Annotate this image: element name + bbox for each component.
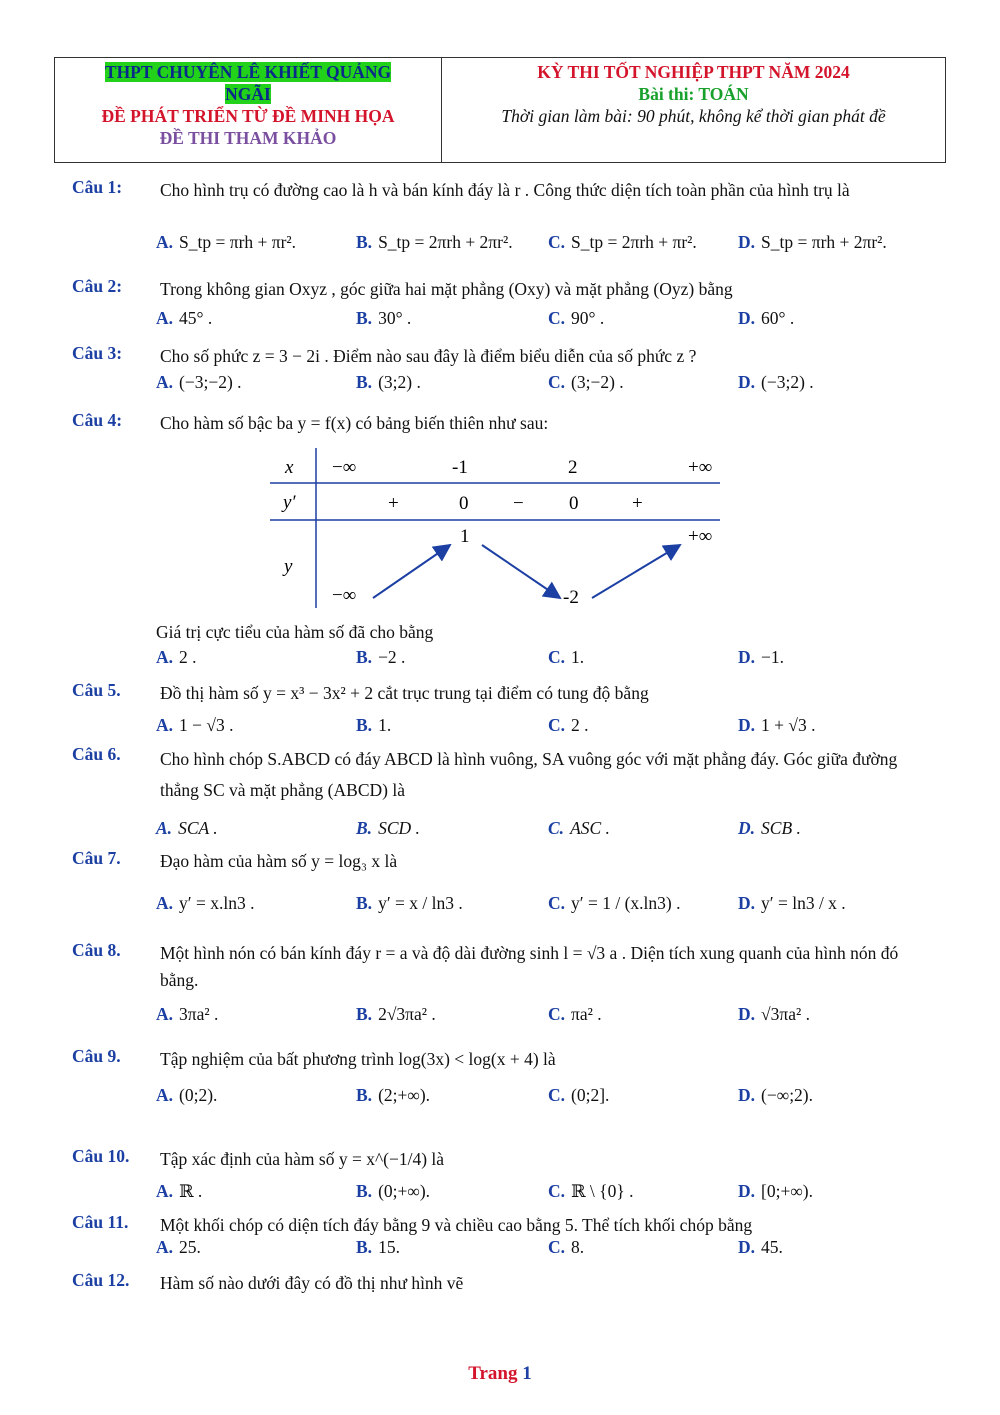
option-b[interactable]: B. (0;+∞). [356,1181,431,1201]
option-c[interactable]: C. (0;2]. [548,1085,610,1105]
option-a[interactable]: A. (0;2). [156,1085,218,1105]
school-name: THPT CHUYÊN LÊ KHIẾT QUẢNG [104,62,392,82]
page-word: Trang [468,1363,518,1384]
options-q5 [156,715,936,741]
option-c[interactable]: C. 2 . [548,715,589,735]
option-a[interactable]: A. (−3;−2) . [156,372,242,392]
option-b[interactable]: B. S_tp = 2πrh + 2πr². [356,232,513,252]
option-c[interactable]: C. (3;−2) . [548,372,624,392]
option-c[interactable]: C. πa² . [548,1004,602,1024]
bbt-y-1: 1 [460,526,470,547]
options-q9 [156,1085,936,1111]
bbt-yprime-label: y′ [283,492,296,513]
option-a[interactable]: A. 45° . [156,308,213,328]
exam-subject: Bài thi: TOÁN [638,84,749,104]
option-d[interactable]: D. SCB . [738,818,801,838]
option-d[interactable]: D. (−3;2) . [738,372,814,392]
option-a[interactable]: A. 25. [156,1237,201,1257]
question-label: Câu 8. [72,940,121,960]
bbt-y-2: -2 [563,587,579,608]
question-text: Một khối chóp có diện tích đáy bằng 9 và chiều cao bằng 5. Thể tích khối chóp bằng [160,1215,753,1235]
bbt-sign-3: 0 [569,493,579,514]
option-c[interactable]: C. 1. [548,647,585,667]
bbt-sign-0: + [388,493,399,514]
bbt-x-label: x [285,457,294,478]
option-d[interactable]: D. √3πa² . [738,1004,810,1024]
exam-info-block [442,58,945,162]
option-d[interactable]: D. −1. [738,647,785,667]
question-text: Cho hình trụ có đường cao là h và bán kính đáy là r . Công thức diện tích toàn phần của hình trụ là [160,180,850,200]
options-q3 [156,372,936,398]
option-a[interactable]: A. ℝ . [156,1181,203,1201]
option-b[interactable]: B. 30° . [356,308,412,328]
page-number: 1 [522,1363,532,1384]
variation-table [270,448,730,613]
question-label: Câu 10. [72,1146,130,1166]
options-q4 [156,647,936,673]
options-q6 [156,818,936,844]
option-d[interactable]: D. 60° . [738,308,795,328]
option-a[interactable]: A. S_tp = πrh + πr². [156,232,297,252]
option-a[interactable]: A. 2 . [156,647,197,667]
exam-header [54,57,946,163]
bbt-sign-1: 0 [459,493,469,514]
question-text: Cho hàm số bậc ba y = f(x) có bảng biến thiên như sau: [160,413,549,433]
bbt-sign-2: − [513,493,524,514]
question-label: Câu 11. [72,1212,129,1232]
school-block [55,58,442,162]
question-text: Cho số phức z = 3 − 2i . Điểm nào sau đây là điểm biểu diễn của số phức z ? [160,346,697,366]
exam-source: ĐỀ PHÁT TRIỂN TỪ ĐỀ MINH HỌA [101,106,395,126]
option-d[interactable]: D. S_tp = πrh + 2πr². [738,232,887,252]
question-text: Đạo hàm của hàm số y = log₃ x là [160,851,398,871]
page-footer [0,1363,1000,1385]
option-b[interactable]: B. y′ = x / ln3 . [356,893,463,913]
option-b[interactable]: B. −2 . [356,647,406,667]
question-text: Tập nghiệm của bất phương trình log(3x) < log(x + 4) là [160,1049,556,1069]
option-c[interactable]: C. y′ = 1 / (x.ln3) . [548,893,681,913]
bbt-y-3: +∞ [688,526,713,547]
option-d[interactable]: D. (−∞;2). [738,1085,814,1105]
option-d[interactable]: D. [0;+∞). [738,1181,814,1201]
options-q2 [156,308,936,334]
bbt-y-0: −∞ [332,585,357,606]
option-a[interactable]: A. y′ = x.ln3 . [156,893,255,913]
options-q1 [156,232,936,258]
option-b[interactable]: B. 2√3πa² . [356,1004,436,1024]
bbt-x-1: -1 [452,457,468,478]
option-a[interactable]: A. 3πa² . [156,1004,219,1024]
question-text: Tập xác định của hàm số y = x^(−1/4) là [160,1149,445,1169]
exam-time: Thời gian làm bài: 90 phút, không kể thời gian phát đề [501,106,886,126]
arrow-up-1 [373,545,450,598]
exam-title: KỲ THI TỐT NGHIỆP THPT NĂM 2024 [537,62,850,82]
bbt-x-3: +∞ [688,457,713,478]
question-text: Trong không gian Oxyz , góc giữa hai mặt phẳng (Oxy) và mặt phẳng (Oyz) bằng [160,279,733,299]
question-text: Một hình nón có bán kính đáy r = a và độ dài đường sinh l = √3 a . Diện tích xung quanh của hình nón đó bằng. [160,943,899,990]
question-text: Cho hình chóp S.ABCD có đáy ABCD là hình vuông, SA vuông góc với mặt phẳng đáy. Góc giữa đường thẳng SC và mặt phẳng (ABCD) là [160,749,898,800]
question-label: Câu 1: [72,177,123,197]
option-b[interactable]: B. 15. [356,1237,400,1257]
option-b[interactable]: B. 1. [356,715,392,735]
question-label: Câu 9. [72,1046,121,1066]
option-b[interactable]: B. (3;2) . [356,372,421,392]
bbt-sign-4: + [632,493,643,514]
question-label: Câu 3: [72,343,123,363]
option-b[interactable]: B. (2;+∞). [356,1085,431,1105]
question-label: Câu 4: [72,410,123,430]
school-name-cont: NGÃI [225,84,271,104]
bbt-y-label: y [284,556,293,577]
option-a[interactable]: A. 1 − √3 . [156,715,234,735]
option-d[interactable]: D. y′ = ln3 / x . [738,893,846,913]
bbt-x-2: 2 [568,457,578,478]
option-d[interactable]: D. 45. [738,1237,783,1257]
arrow-up-2 [592,545,680,598]
option-d[interactable]: D. 1 + √3 . [738,715,816,735]
option-a[interactable]: A. SCA . [156,818,218,838]
exam-type: ĐỀ THI THAM KHẢO [159,128,337,148]
option-c[interactable]: C. 8. [548,1237,585,1257]
question-label: Câu 5. [72,680,121,700]
option-c[interactable]: C. 90° . [548,308,605,328]
option-c[interactable]: C. S_tp = 2πrh + πr². [548,232,697,252]
option-b[interactable]: B. SCD . [356,818,420,838]
options-q11 [156,1237,936,1263]
option-c[interactable]: C. ASC . [548,818,610,838]
question-label: Câu 2: [72,276,123,296]
question-4-followup: Giá trị cực tiểu của hàm số đã cho bằng [156,622,434,642]
question-text: Hàm số nào dưới đây có đồ thị như hình vẽ [160,1273,464,1293]
question-label: Câu 6. [72,744,121,764]
options-q10 [156,1181,936,1207]
option-c[interactable]: C. ℝ \ {0} . [548,1181,634,1201]
question-label: Câu 7. [72,848,121,868]
question-label: Câu 12. [72,1270,130,1290]
options-q8 [156,1004,936,1030]
question-text: Đồ thị hàm số y = x³ − 3x² + 2 cắt trục trung tại điểm có tung độ bằng [160,683,649,703]
arrow-down [482,545,560,598]
options-q7 [156,893,936,919]
bbt-x-0: −∞ [332,457,357,478]
